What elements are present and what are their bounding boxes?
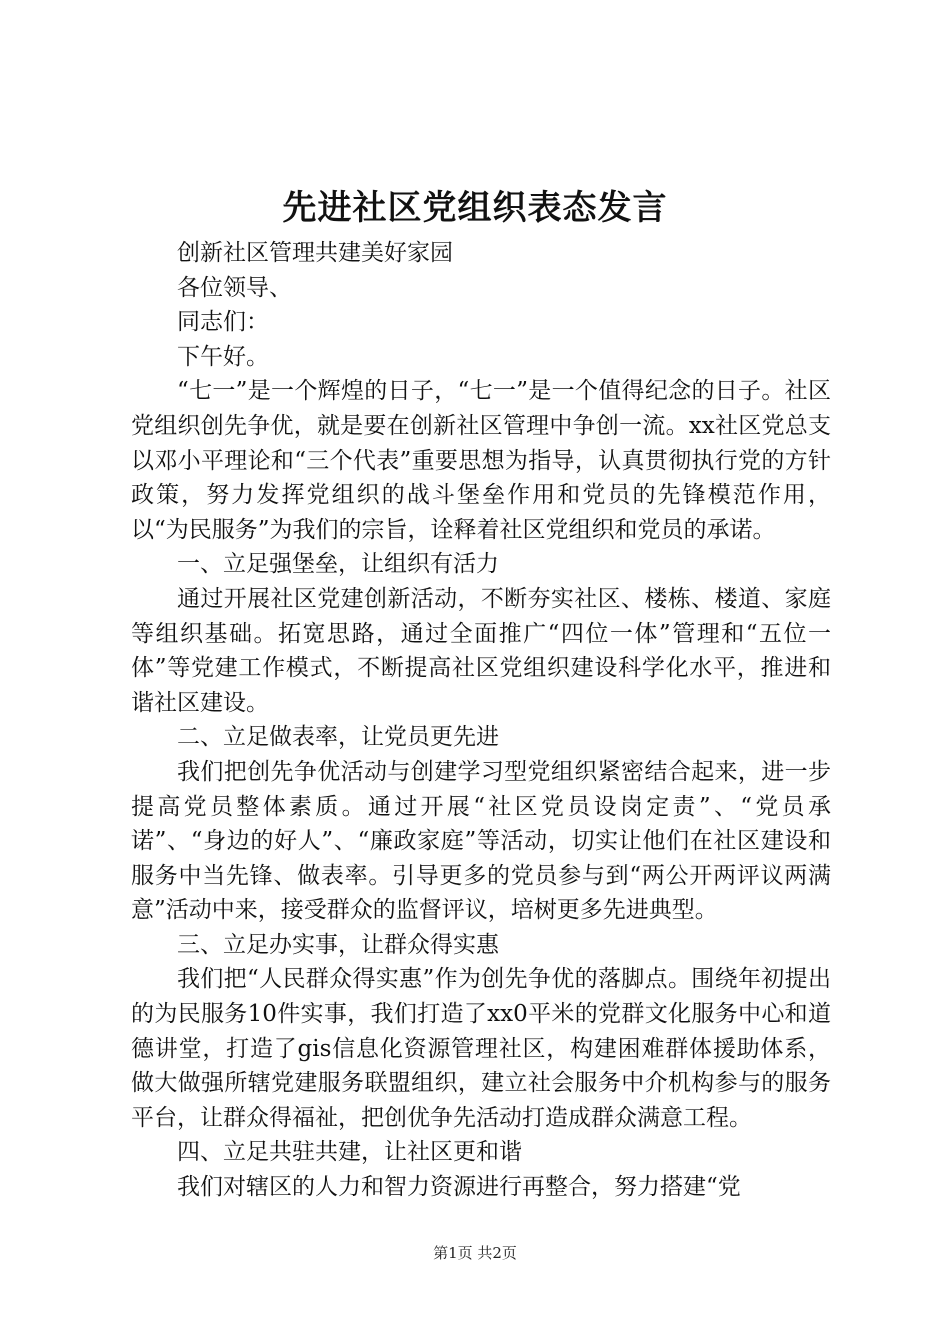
paragraph-intro: “七一”是一个辉煌的日子，“七一”是一个值得纪念的日子。社区党组织创先争优，就是要在创新社区管理中争创一流。xx社区党总支以邓小平理论和“三个代表”重要思想为指导，认真贯彻执行党的方针政策，努力发挥党组织的战斗堡垒作用和党员的先锋模范作用，以“为民服务”为我们的宗旨，诠释着社区党组织和党员的承诺。	[131, 378, 831, 543]
paragraph-section-3: 我们把“人民群众得实惠”作为创先争优的落脚点。围绕年初提出的为民服务10件实事，我们打造了xx0平米的党群文化服务中心和道德讲堂，打造了gis信息化资源管理社区，构建困难群体援助体系，做大做强所辖党建服务联盟组织，建立社会服务中介机构参与的服务平台，让群众得福祉，把创优争先活动打造成群众满意工程。	[131, 966, 831, 1131]
paragraph-section-1: 通过开展社区党建创新活动，不断夯实社区、楼栋、楼道、家庭等组织基础。拓宽思路，通过全面推广“四位一体”管理和“五位一体”等党建工作模式，不断提高社区党组织建设科学化水平，推进和谐社区建设。	[131, 585, 831, 716]
page-footer: 第1页 共2页	[433, 1244, 517, 1262]
section-heading-4: 四、立足共驻共建，让社区更和谐	[177, 1139, 522, 1166]
document-body	[131, 236, 831, 1205]
paragraph-section-2: 我们把创先争优活动与创建学习型党组织紧密结合起来，进一步提高党员整体素质。通过开展“社区党员设岗定责”、“党员承诺”、“身边的好人”、“廉政家庭”等活动，切实让他们在社区建设和服务中当先锋、做表率。引导更多的党员参与到“两公开两评议两满意”活动中来，接受群众的监督评议，培树更多先进典型。	[131, 758, 831, 924]
section-heading-2: 二、立足做表率，让党员更先进	[177, 724, 499, 751]
section-heading-3: 三、立足办实事，让群众得实惠	[177, 931, 499, 958]
document-title: 先进社区党组织表态发言	[282, 188, 668, 228]
paragraph-salutation-leaders: 各位领导、	[177, 274, 292, 301]
paragraph-section-4: 我们对辖区的人力和智力资源进行再整合，努力搭建“党	[177, 1174, 741, 1201]
section-heading-1: 一、立足强堡垒，让组织有活力	[177, 551, 499, 578]
paragraph-subtitle: 创新社区管理共建美好家园	[177, 240, 453, 266]
paragraph-salutation-comrades: 同志们：	[177, 309, 269, 336]
paragraph-greeting: 下午好。	[177, 343, 269, 370]
